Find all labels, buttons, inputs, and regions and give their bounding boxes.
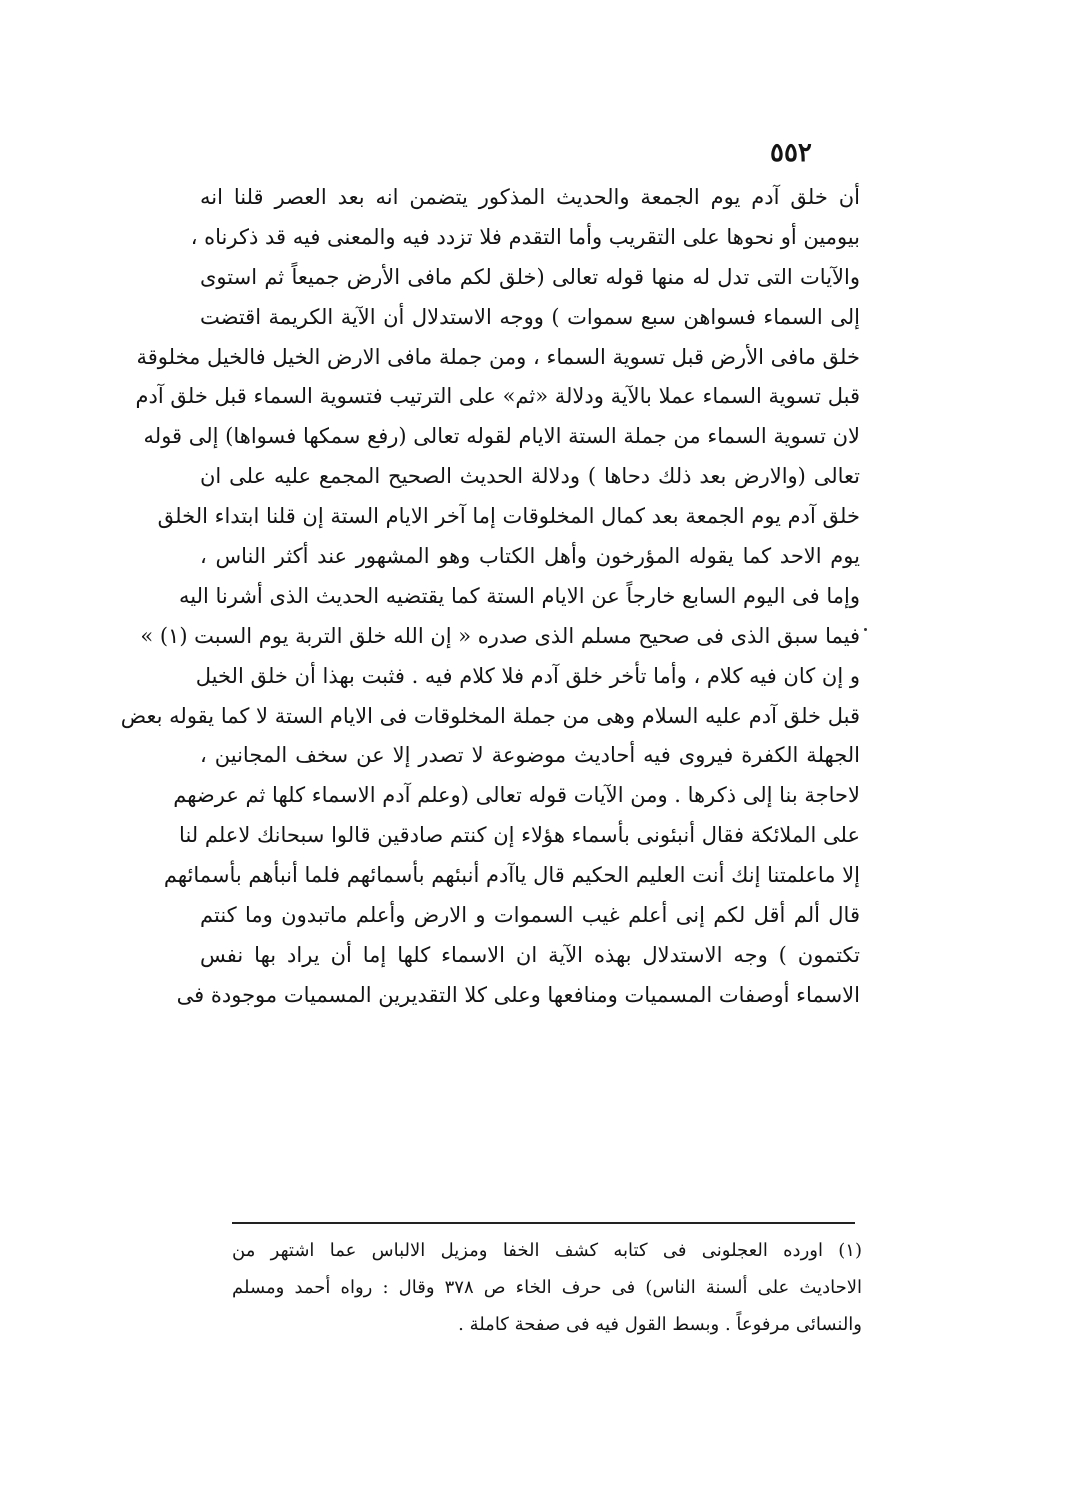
text-line-3: والآيات التى تدل له منها قوله تعالى (خلق لكم مافى الأرض جميعاً ثم استوى (200, 264, 860, 289)
text-line-7: لان تسوية السماء من جملة الستة الايام لقوله تعالى (رفع سمكها فسواها) إلى قوله (143, 424, 860, 449)
text-line-13: و إن كان فيه كلام ، وأما تأخر خلق آدم فلا كلام فيه . فثبت بهذا أن خلق الخيل (195, 663, 860, 688)
text-line-18: إلا ماعلمتنا إنك أنت العليم الحكيم قال ياآدم أنبئهم بأسمائهم فلما أنبأهم بأسمائهم (163, 863, 860, 888)
main-text (120, 178, 860, 1016)
text-line-14: قبل خلق آدم عليه السلام وهى من جملة المخلوقات فى الايام الستة لا كما يقوله بعض (120, 703, 860, 728)
text-line-16: لاحاجة بنا إلى ذكرها . ومن الآيات قوله تعالى (وعلم آدم الاسماء كلها ثم عرضهم (173, 783, 860, 808)
text-line-8: تعالى (والارض بعد ذلك دحاها ) ودلالة الحديث الصحيح المجمع عليه على ان (200, 464, 860, 489)
text-line-15: الجهلة الكفرة فيروى فيه أحاديث موضوعة لا تصدر إلا عن سخف المجانين ، (200, 743, 860, 768)
text-line-4: إلى السماء فسواهن سبع سموات ) ووجه الاستدلال أن الآية الكريمة اقتضت (200, 304, 860, 329)
footnote-line-2: الاحاديث على ألسنة الناس) فى حرف الخاء ص ٣٧٨ وقال : رواه أحمد ومسلم (232, 1277, 862, 1298)
text-line-11: وإما فى اليوم السابع خارجاً عن الايام الستة كما يقتضيه الحديث الذى أشرنا اليه (179, 583, 860, 608)
text-line-17: على الملائكة فقال أنبئونى بأسماء هؤلاء إن كنتم صادقين قالوا سبحانك لاعلم لنا (179, 823, 860, 848)
text-line-1: أن خلق آدم يوم الجمعة والحديث المذكور يتضمن انه بعد العصر قلنا انه (200, 185, 860, 209)
text-line-6: قبل تسوية السماء عملا بالآية ودلالة «ثم» على الترتيب فتسوية السماء قبل خلق آدم (135, 384, 860, 409)
margin-dot (864, 628, 867, 631)
text-line-9: خلق آدم يوم الجمعة بعد كمال المخلوقات إما آخر الايام الستة إن قلنا ابتداء الخلق (157, 504, 860, 529)
text-line-2: بيومين أو نحوها على التقريب وأما التقدم فلا تزدد فيه والمعنى فيه قد ذكرناه ، (190, 224, 860, 249)
text-line-19: قال ألم أقل لكم إنى أعلم غيب السموات و الارض وأعلم ماتبدون وما كنتم (200, 903, 860, 928)
footnote-line-1: (١) اورده العجلونى فى كتابه كشف الخفا ومزيل الالباس عما اشتهر من (232, 1240, 862, 1261)
page-number: ٥٥٢ (770, 138, 812, 168)
footnotes (232, 1232, 862, 1343)
text-line-10: يوم الاحد كما يقوله المؤرخون وأهل الكتاب وهو المشهور عند أكثر الناس ، (200, 544, 860, 569)
footnote-divider (232, 1222, 855, 1224)
text-line-21: الاسماء أوصفات المسميات ومنافعها وعلى كلا التقديرين المسميات موجودة فى (176, 982, 860, 1007)
text-line-12: فيما سبق الذى فى صحيح مسلم الذى صدره « إن الله خلق التربة يوم السبت (١) » (140, 623, 860, 648)
footnote-line-3: والنسائى مرفوعاً . وبسط القول فيه فى صفحة كاملة . (458, 1314, 862, 1335)
text-line-20: تكتمون ) وجه الاستدلال بهذه الآية ان الاسماء كلها إما أن يراد بها نفس (200, 942, 860, 967)
text-line-5: خلق مافى الأرض قبل تسوية السماء ، ومن جملة مافى الارض الخيل فالخيل مخلوقة (136, 344, 860, 369)
